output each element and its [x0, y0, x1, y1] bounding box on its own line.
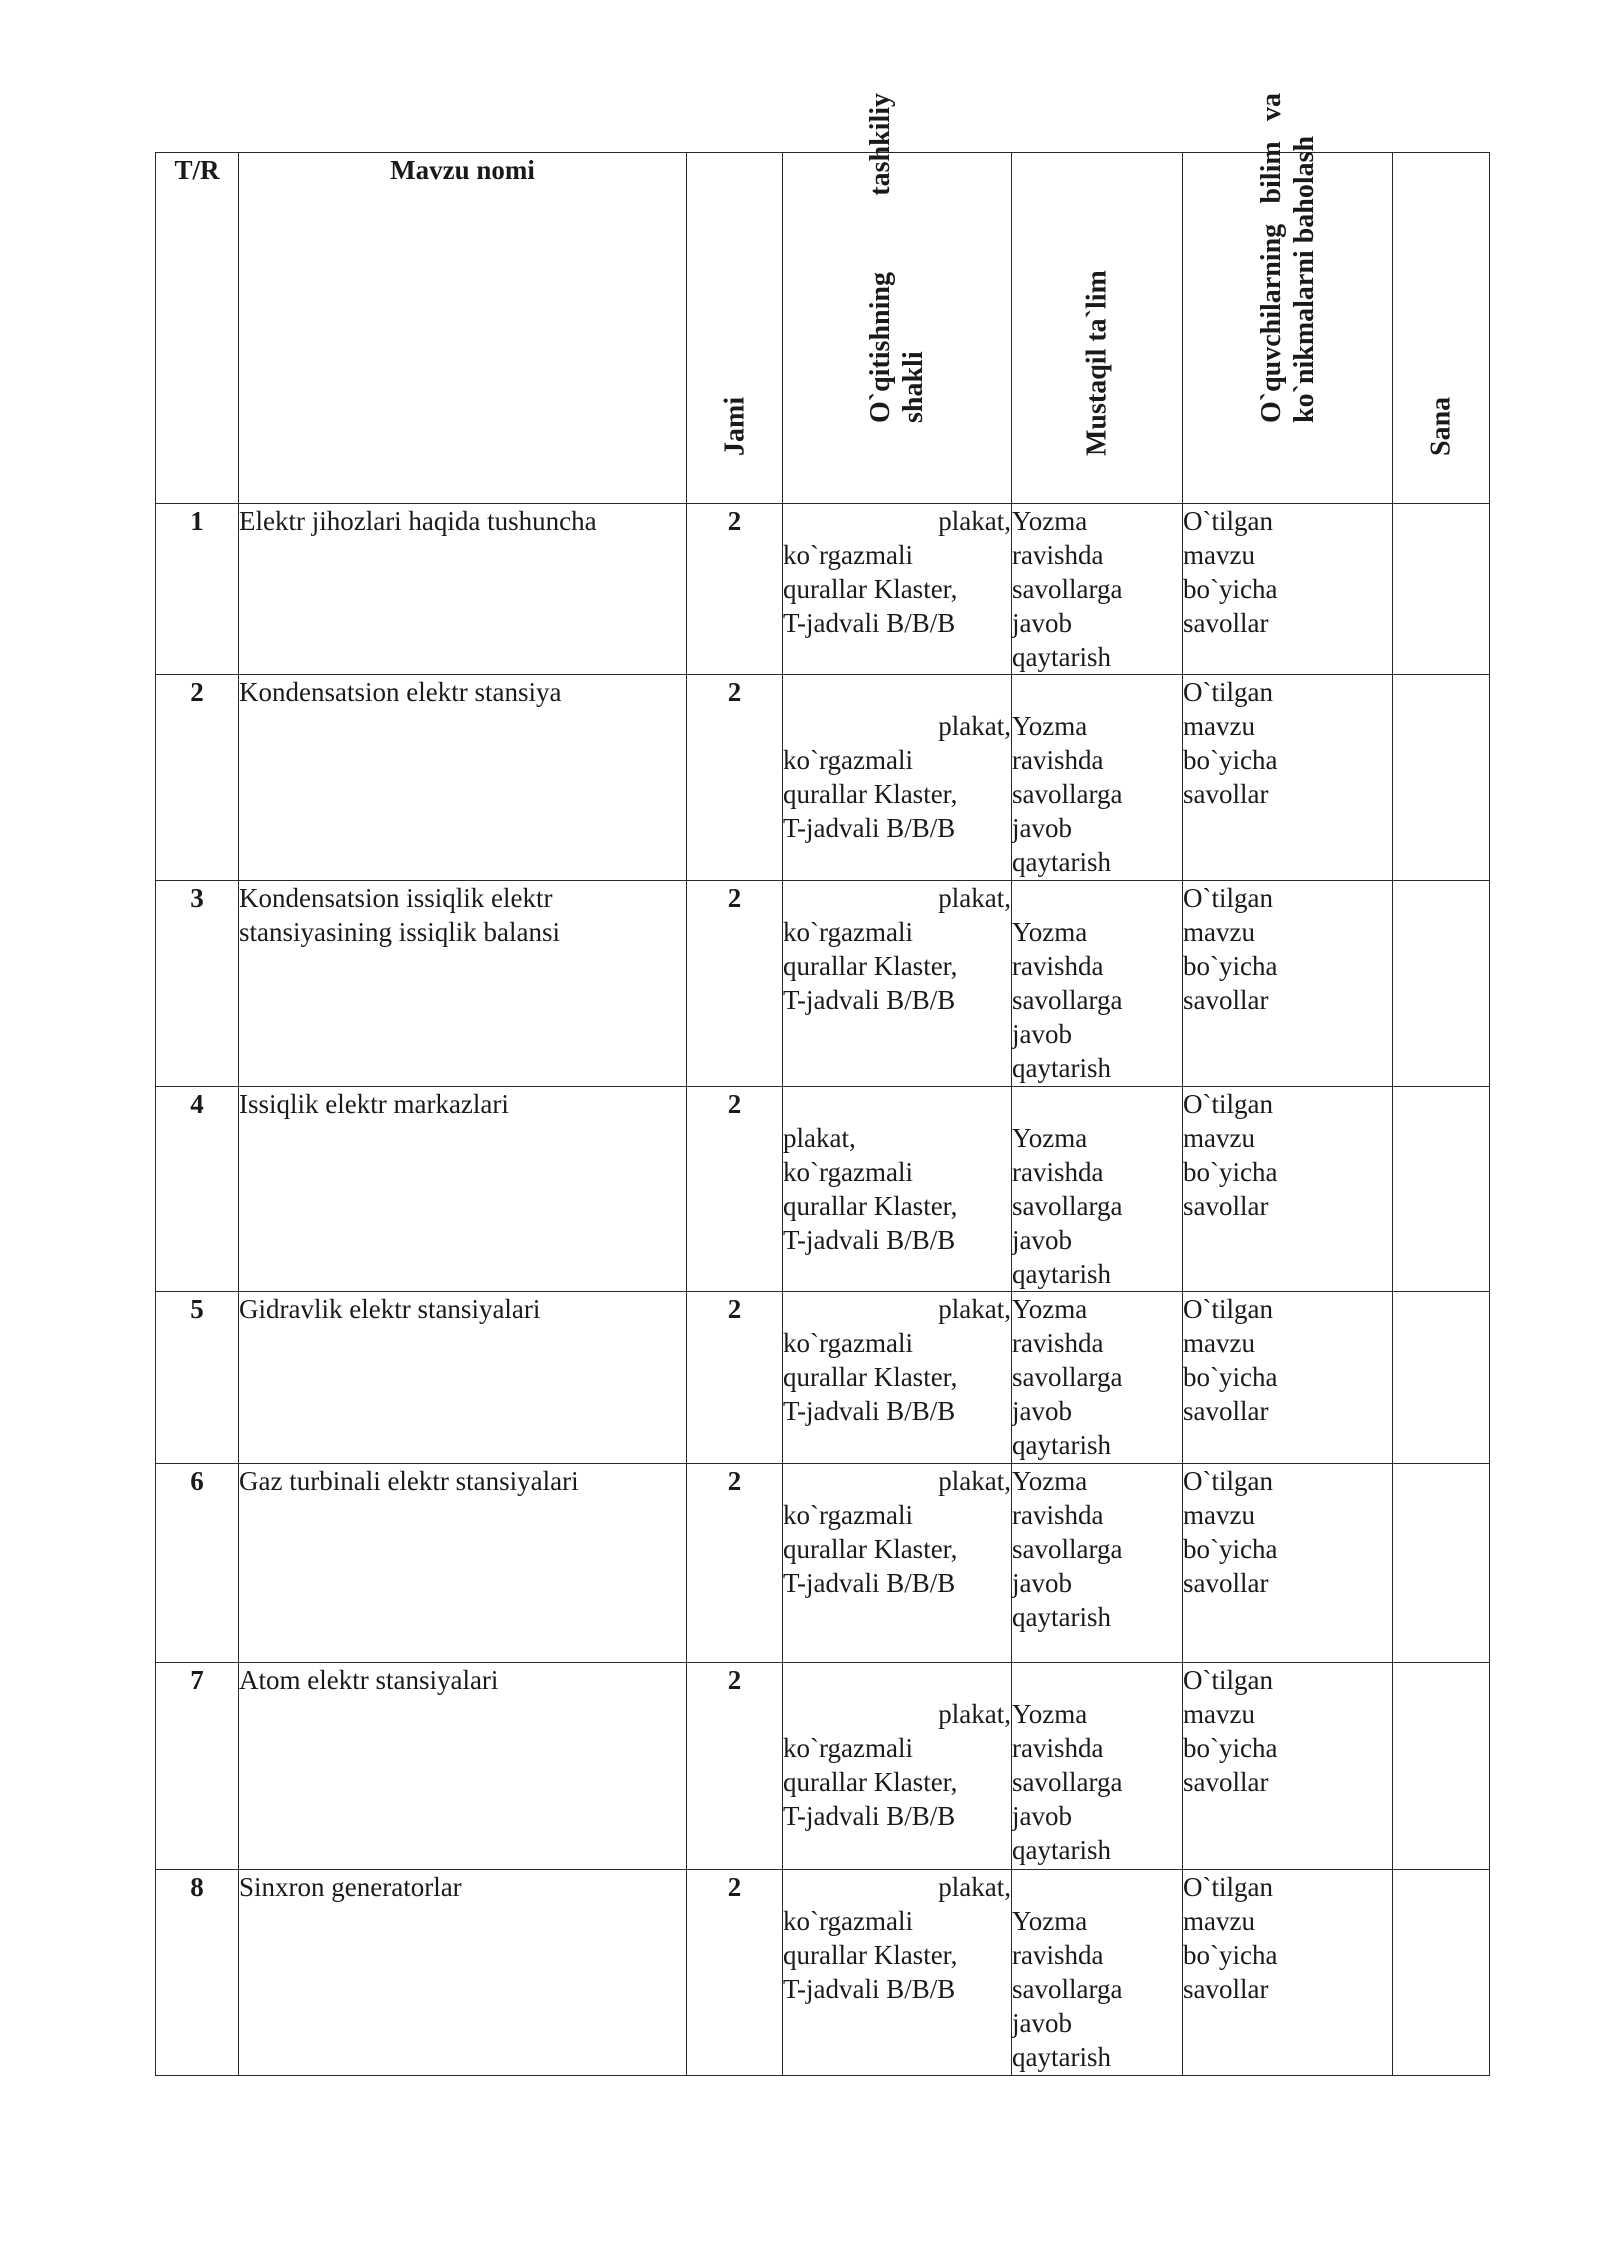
date-cell	[1393, 1663, 1490, 1870]
cell-line: qurallar Klaster,	[783, 779, 958, 809]
cell-line: Yozma	[1012, 711, 1088, 741]
cell-line: bo`yicha	[1183, 1940, 1278, 1970]
table-body	[156, 504, 1490, 2076]
cell-line: savollar	[1183, 985, 1269, 1015]
cell-line: savollarga	[1012, 1534, 1123, 1564]
cell-line: T-jadvali B/B/B	[783, 985, 956, 1015]
cell-line: bo`yicha	[1183, 1362, 1278, 1392]
cell-line: qurallar Klaster,	[783, 1191, 958, 1221]
cell-line: ravishda	[1012, 1500, 1104, 1530]
assessment	[1183, 1464, 1393, 1663]
row-number: 5	[156, 1292, 239, 1464]
cell-line: javob	[1012, 1568, 1072, 1598]
assessment	[1183, 881, 1393, 1087]
header-date: Sana	[1425, 396, 1457, 456]
cell-line: savollar	[1183, 1191, 1269, 1221]
cell-line: javob	[1012, 1801, 1072, 1831]
cell-line: javob	[1012, 1396, 1072, 1426]
topic-name: Sinxron generatorlar	[239, 1870, 687, 2076]
cell-line: ravishda	[1012, 951, 1104, 981]
cell-line: javob	[1012, 2008, 1072, 2038]
cell-line: savollar	[1183, 1974, 1269, 2004]
cell-line: ravishda	[1012, 1328, 1104, 1358]
cell-line: O`tilgan	[1183, 506, 1273, 536]
cell-line: mavzu	[1183, 711, 1255, 741]
hours-total: 2	[687, 504, 783, 675]
cell-line: ravishda	[1012, 1157, 1104, 1187]
independent-study	[1012, 504, 1183, 675]
cell-line: Yozma	[1012, 917, 1088, 947]
table-row	[156, 1464, 1490, 1663]
row-number: 2	[156, 675, 239, 881]
header-independent-cell	[1012, 153, 1183, 504]
row-number: 3	[156, 881, 239, 1087]
row-number: 1	[156, 504, 239, 675]
independent-study	[1012, 1870, 1183, 2076]
cell-line: O`tilgan	[1183, 883, 1273, 913]
cell-line: bo`yicha	[1183, 951, 1278, 981]
topic-name: Gaz turbinali elektr stansiyalari	[239, 1464, 687, 1663]
assessment	[1183, 1870, 1393, 2076]
cell-line: T-jadvali B/B/B	[783, 1801, 956, 1831]
assessment	[1183, 1292, 1393, 1464]
cell-line: javob	[1012, 813, 1072, 843]
hours-total: 2	[687, 1087, 783, 1292]
independent-study	[1012, 675, 1183, 881]
cell-line: qurallar Klaster,	[783, 951, 958, 981]
cell-line: plakat,	[938, 1872, 1011, 1902]
independent-study	[1012, 1464, 1183, 1663]
cell-line: ko`rgazmali	[783, 1328, 913, 1358]
cell-line: savollar	[1183, 1396, 1269, 1426]
teaching-form	[783, 675, 1012, 881]
cell-line: Yozma	[1012, 1294, 1088, 1324]
cell-line: qaytarish	[1012, 1602, 1111, 1632]
teaching-form	[783, 1663, 1012, 1870]
cell-line: javob	[1012, 608, 1072, 638]
cell-line: plakat,	[938, 1466, 1011, 1496]
table-row	[156, 1292, 1490, 1464]
topic-name: Kondensatsion elektr stansiya	[239, 675, 687, 881]
table-row	[156, 881, 1490, 1087]
cell-line: qurallar Klaster,	[783, 1767, 958, 1797]
topic-name: Kondensatsion issiqlik elektr stansiyasining issiqlik balansi	[239, 881, 687, 1087]
header-teaching-form: O`qitishning tashkiliy shakli	[865, 93, 929, 423]
assessment	[1183, 675, 1393, 881]
cell-line: O`tilgan	[1183, 1665, 1273, 1695]
date-cell	[1393, 675, 1490, 881]
cell-line: ko`rgazmali	[783, 917, 913, 947]
date-cell	[1393, 1464, 1490, 1663]
teaching-form	[783, 1464, 1012, 1663]
row-number: 4	[156, 1087, 239, 1292]
cell-line: mavzu	[1183, 1906, 1255, 1936]
cell-line: savollar	[1183, 608, 1269, 638]
header-topic: Mavzu nomi	[239, 153, 687, 504]
cell-line: T-jadvali B/B/B	[783, 1974, 956, 2004]
row-number: 8	[156, 1870, 239, 2076]
cell-line: bo`yicha	[1183, 745, 1278, 775]
cell-line: Yozma	[1012, 506, 1088, 536]
table-header-row	[156, 153, 1490, 504]
table-row	[156, 1870, 1490, 2076]
hours-total: 2	[687, 1464, 783, 1663]
cell-line: savollarga	[1012, 985, 1123, 1015]
table-row	[156, 675, 1490, 881]
cell-line: bo`yicha	[1183, 1733, 1278, 1763]
cell-line: mavzu	[1183, 917, 1255, 947]
date-cell	[1393, 1292, 1490, 1464]
hours-total: 2	[687, 1663, 783, 1870]
cell-line: javob	[1012, 1019, 1072, 1049]
cell-line: savollarga	[1012, 1191, 1123, 1221]
assessment	[1183, 1663, 1393, 1870]
cell-line: mavzu	[1183, 540, 1255, 570]
topic-name: Elektr jihozlari haqida tushuncha	[239, 504, 687, 675]
cell-line: O`tilgan	[1183, 1089, 1273, 1119]
teaching-form	[783, 504, 1012, 675]
date-cell	[1393, 504, 1490, 675]
cell-line: mavzu	[1183, 1500, 1255, 1530]
header-independent: Mustaqil ta`lim	[1081, 270, 1113, 456]
topic-name: Gidravlik elektr stansiyalari	[239, 1292, 687, 1464]
cell-line: T-jadvali B/B/B	[783, 813, 956, 843]
table-row	[156, 1663, 1490, 1870]
cell-line: O`tilgan	[1183, 677, 1273, 707]
cell-line: qurallar Klaster,	[783, 574, 958, 604]
cell-line: savollar	[1183, 1568, 1269, 1598]
cell-line: ko`rgazmali	[783, 1906, 913, 1936]
cell-line: ko`rgazmali	[783, 745, 913, 775]
cell-line: O`tilgan	[1183, 1294, 1273, 1324]
cell-line: plakat,	[938, 506, 1011, 536]
header-tr: T/R	[156, 153, 239, 504]
assessment	[1183, 1087, 1393, 1292]
teaching-form	[783, 1087, 1012, 1292]
cell-line: qaytarish	[1012, 1835, 1111, 1865]
header-teaching-form-cell	[783, 93, 1012, 504]
row-number: 7	[156, 1663, 239, 1870]
hours-total: 2	[687, 1870, 783, 2076]
header-assessment: O`quvchilarning bilim va ko`nikmalarni baholash	[1255, 93, 1320, 423]
independent-study	[1012, 881, 1183, 1087]
cell-line: ravishda	[1012, 540, 1104, 570]
cell-line: ko`rgazmali	[783, 1500, 913, 1530]
topic-name: Issiqlik elektr markazlari	[239, 1087, 687, 1292]
cell-line: mavzu	[1183, 1123, 1255, 1153]
cell-line: O`tilgan	[1183, 1872, 1273, 1902]
row-number: 6	[156, 1464, 239, 1663]
cell-line: javob	[1012, 1225, 1072, 1255]
cell-line: savollarga	[1012, 1974, 1123, 2004]
cell-line: mavzu	[1183, 1328, 1255, 1358]
cell-line: qaytarish	[1012, 847, 1111, 877]
teaching-form	[783, 881, 1012, 1087]
cell-line: qaytarish	[1012, 1053, 1111, 1083]
table-row	[156, 504, 1490, 675]
independent-study	[1012, 1663, 1183, 1870]
header-date-cell	[1393, 153, 1490, 504]
cell-line: ko`rgazmali	[783, 1733, 913, 1763]
cell-line: savollarga	[1012, 1362, 1123, 1392]
cell-line: plakat,	[938, 711, 1011, 741]
independent-study	[1012, 1087, 1183, 1292]
teaching-form	[783, 1870, 1012, 2076]
cell-line: qaytarish	[1012, 642, 1111, 672]
cell-line: qurallar Klaster,	[783, 1940, 958, 1970]
cell-line: Yozma	[1012, 1906, 1088, 1936]
cell-line: ko`rgazmali	[783, 1157, 913, 1187]
cell-line: qaytarish	[1012, 1259, 1111, 1289]
cell-line: savollar	[1183, 779, 1269, 809]
table-row	[156, 1087, 1490, 1292]
cell-line: T-jadvali B/B/B	[783, 1396, 956, 1426]
hours-total: 2	[687, 881, 783, 1087]
cell-line: savollarga	[1012, 1767, 1123, 1797]
hours-total: 2	[687, 675, 783, 881]
independent-study	[1012, 1292, 1183, 1464]
cell-line: bo`yicha	[1183, 574, 1278, 604]
date-cell	[1393, 881, 1490, 1087]
header-total-cell	[687, 153, 783, 504]
cell-line: bo`yicha	[1183, 1534, 1278, 1564]
cell-line: mavzu	[1183, 1699, 1255, 1729]
cell-line: qaytarish	[1012, 2042, 1111, 2072]
topic-name: Atom elektr stansiyalari	[239, 1663, 687, 1870]
cell-line: T-jadvali B/B/B	[783, 1225, 956, 1255]
cell-line: Yozma	[1012, 1466, 1088, 1496]
cell-line: savollarga	[1012, 779, 1123, 809]
cell-line: plakat,	[783, 1123, 856, 1153]
cell-line: bo`yicha	[1183, 1157, 1278, 1187]
cell-line: qaytarish	[1012, 1430, 1111, 1460]
header-total: Jami	[719, 396, 750, 456]
cell-line: T-jadvali B/B/B	[783, 608, 956, 638]
cell-line: plakat,	[938, 1699, 1011, 1729]
cell-line: savollar	[1183, 1767, 1269, 1797]
cell-line: qurallar Klaster,	[783, 1362, 958, 1392]
cell-line: T-jadvali B/B/B	[783, 1568, 956, 1598]
cell-line: Yozma	[1012, 1123, 1088, 1153]
cell-line: ko`rgazmali	[783, 540, 913, 570]
cell-line: O`tilgan	[1183, 1466, 1273, 1496]
cell-line: ravishda	[1012, 1733, 1104, 1763]
lesson-plan-table	[155, 93, 1490, 2076]
cell-line: ravishda	[1012, 1940, 1104, 1970]
assessment	[1183, 504, 1393, 675]
date-cell	[1393, 1087, 1490, 1292]
cell-line: qurallar Klaster,	[783, 1534, 958, 1564]
date-cell	[1393, 1870, 1490, 2076]
cell-line: plakat,	[938, 883, 1011, 913]
cell-line: plakat,	[938, 1294, 1011, 1324]
teaching-form	[783, 1292, 1012, 1464]
cell-line: Yozma	[1012, 1699, 1088, 1729]
cell-line: savollarga	[1012, 574, 1123, 604]
cell-line: ravishda	[1012, 745, 1104, 775]
hours-total: 2	[687, 1292, 783, 1464]
header-assessment-cell	[1183, 93, 1393, 504]
